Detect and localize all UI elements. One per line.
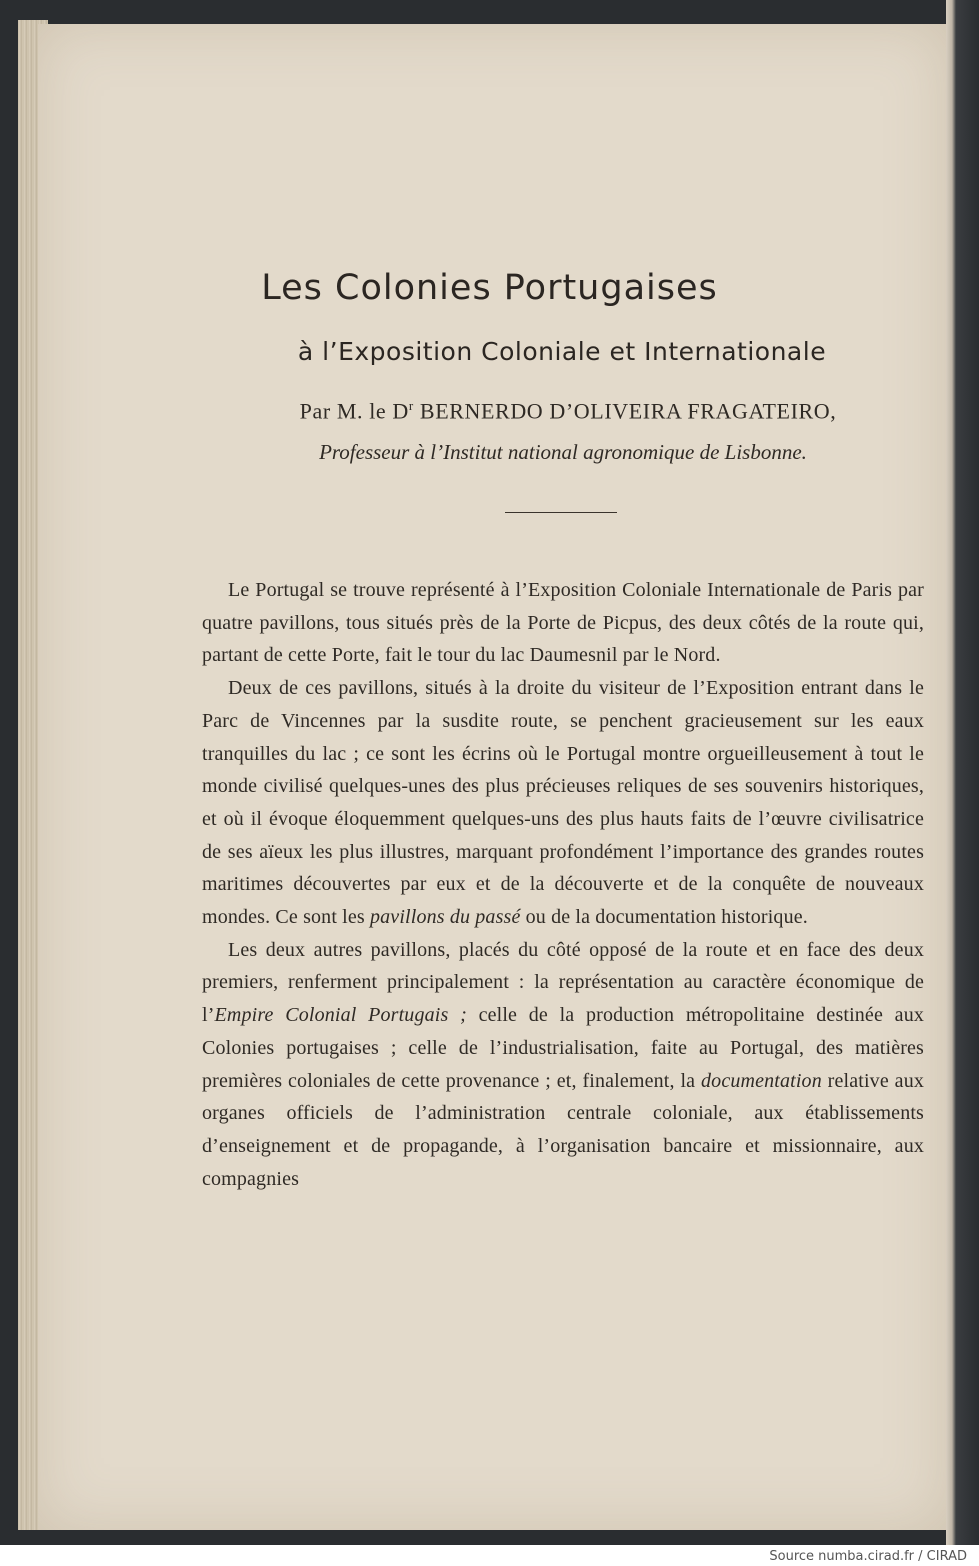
paragraph-text: Le Portugal se trouve représenté à l’Exposition Coloniale Internationale de Paris par quatre pavillons, tous situés près de la Porte de Picpus, des deux côtés de la route qui, partant de cette Porte, fait le tour du lac Daumesnil par le Nord. — [202, 579, 924, 667]
source-credit: Source numba.cirad.fr / CIRAD — [769, 1549, 967, 1564]
article-subtitle: à l’Exposition Coloniale et Internationale — [297, 337, 827, 366]
binding-edge — [946, 0, 979, 1545]
paragraph-text: relative aux organes officiels de l’administration centrale coloniale, aux établissements d’enseignement et de propagande, à l’organisation bancaire et missionnaire, aux compagnies — [202, 1069, 924, 1190]
author-name: BERNERDO D’OLIVEIRA FRAGATEIRO, — [413, 398, 837, 424]
article-body — [202, 574, 924, 1195]
paragraph-2 — [202, 672, 924, 934]
author-affiliation: Professeur à l’Institut national agronomique de Lisbonne. — [319, 440, 807, 464]
author-prefix: Par M. le D — [299, 398, 409, 424]
paragraph-text: Les deux autres pavillons, placés du côté opposé de la route et en face des deux premiers, renferment principalement : la représentation au caractère économique de l’ — [202, 938, 924, 1027]
italic-phrase: pavillons du passé — [370, 906, 521, 929]
paragraph-3 — [202, 934, 924, 1196]
italic-phrase: Empire Colonial Portugais ; — [214, 1004, 467, 1027]
author-title-superscript: r — [408, 398, 414, 413]
author-line — [0, 398, 979, 424]
separator-rule — [505, 512, 617, 513]
paragraph-text: ou de la documentation historique. — [520, 906, 808, 929]
italic-phrase: documentation — [701, 1069, 822, 1092]
paragraph-1 — [202, 574, 924, 672]
paragraph-text: Deux de ces pavillons, situés à la droite du visiteur de l’Exposition entrant dans le Parc de Vincennes par la susdite route, se penchent gracieusement sur les eaux tranquilles du lac ; ce sont les écrins où le Portugal montre orgueilleusement à tout le monde civilisé quelques-unes des plus précieuses reliques de ses souvenirs historiques, et où il évoque éloquemment quelques-uns des plus hauts faits de l’œuvre civilisatrice de ses aïeux les plus illustres, marquant profondément l’importance des grandes routes maritimes découvertes par eux et de la découverte et de la conquête de nouveaux mondes. Ce sont les — [202, 677, 924, 929]
article-title: Les Colonies Portugaises — [261, 268, 718, 308]
paragraph-text: celle de la production métropolitaine destinée aux Colonies portugaises ; celle de l’industrialisation, faite au Portugal, des matières premières coloniales de cette provenance ; et, finalement, la — [202, 1004, 924, 1092]
